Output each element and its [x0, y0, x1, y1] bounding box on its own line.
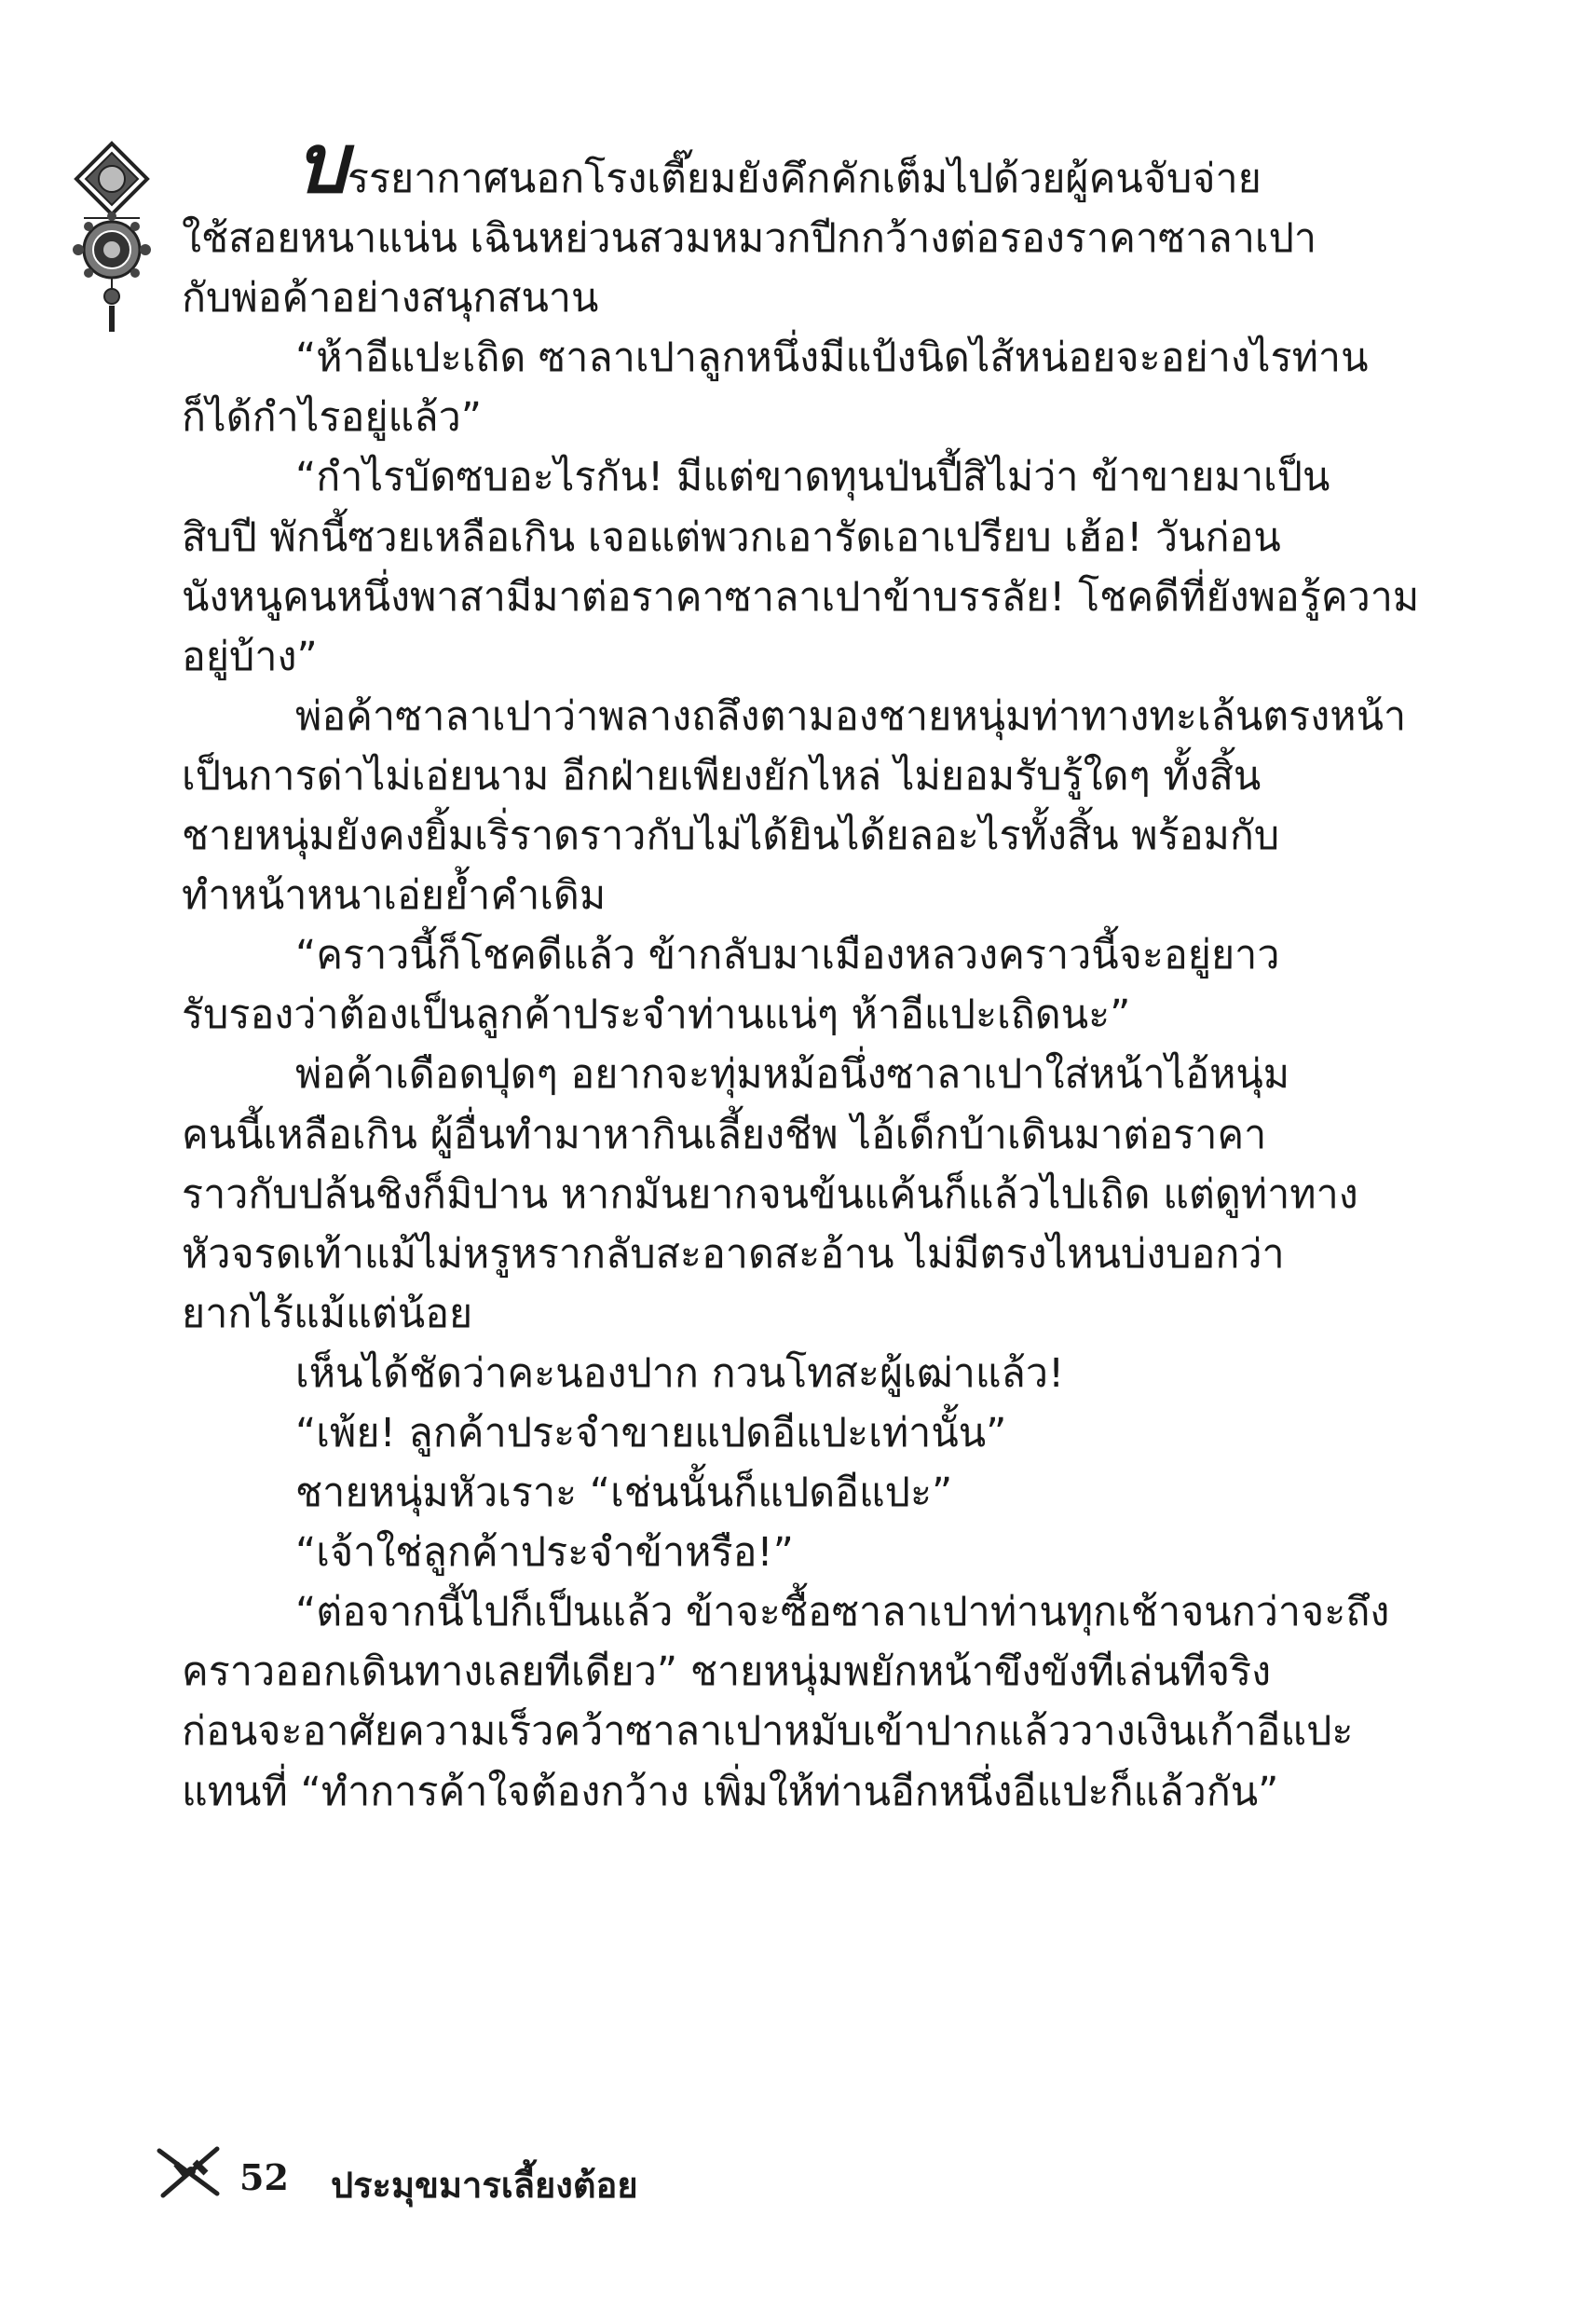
paragraph-line: ใช้สอยหนาแน่น เฉินหย่วนสวมหมวกปีกกว้างต่อรองราคาซาลาเปา [182, 215, 1317, 263]
paragraph-line: กับพ่อค้าอย่างสนุกสนาน [182, 275, 599, 322]
paragraph-line: “คราวนี้ก็โชคดีแล้ว ข้ากลับมาเมืองหลวงคราวนี้จะอยู่ยาว [295, 932, 1280, 979]
paragraph-line: คนนี้เหลือเกิน ผู้อื่นทำมาหากินเลี้ยงชีพ ไอ้เด็กบ้าเดินมาต่อราคา [182, 1111, 1267, 1158]
paragraph-line: “กำไรบัดซบอะไรกัน! มีแต่ขาดทุนป่นปี้สิไม่ว่า ข้าขายมาเป็น [295, 454, 1330, 501]
paragraph-line: พ่อค้าเดือดปุดๆ อยากจะทุ่มหม้อนึ่งซาลาเปาใส่หน้าไอ้หนุ่ม [295, 1051, 1290, 1099]
paragraph-line: ราวกับปล้นชิงก็มิปาน หากมันยากจนข้นแค้นก็แล้วไปเถิด แต่ดูท่าทาง [182, 1170, 1358, 1218]
paragraph-line: คราวออกเดินทางเลยทีเดียว” ชายหนุ่มพยักหน้าขึงขังทีเล่นทีจริง [182, 1648, 1272, 1696]
paragraph-line: เห็นได้ชัดว่าคะนองปาก กวนโทสะผู้เฒ่าแล้ว! [295, 1349, 1065, 1397]
book-title: ประมุขมารเลี้ยงต้อย [331, 2164, 638, 2206]
paragraph-line: ชายหนุ่มหัวเราะ “เช่นนั้นก็แปดอีแปะ” [295, 1470, 953, 1517]
crossed-swords-icon [154, 2140, 228, 2205]
paragraph-line: พ่อค้าซาลาเปาว่าพลางถลึงตามองชายหนุ่มท่าทางทะเล้นตรงหน้า [295, 692, 1407, 740]
page-number: 52 [239, 2156, 289, 2198]
paragraph-line: “ต่อจากนี้ไปก็เป็นแล้ว ข้าจะซื้อซาลาเปาท่านทุกเช้าจนกว่าจะถึง [295, 1589, 1390, 1636]
paragraph-line: อยู่บ้าง” [182, 633, 318, 680]
page-footer [154, 2140, 899, 2214]
paragraph-line: ก็ได้กำไรอยู่แล้ว” [182, 394, 482, 442]
paragraph-line: รับรองว่าต้องเป็นลูกค้าประจำท่านแน่ๆ ห้าอีแปะเถิดนะ” [182, 991, 1131, 1039]
paragraph-line: เป็นการด่าไม่เอ่ยนาม อีกฝ่ายเพียงยักไหล่ ไม่ยอมรับรู้ใดๆ ทั้งสิ้น [182, 752, 1262, 800]
paragraph-text: รรยากาศนอกโรงเตี๊ยมยังคึกคักเต็มไปด้วยผู้คนจับจ่าย [347, 156, 1262, 202]
paragraph-line: ยากไร้แม้แต่น้อย [182, 1290, 473, 1337]
paragraph-line: นังหนูคนหนึ่งพาสามีมาต่อราคาซาลาเปาข้าบรรลัย! โชคดีที่ยังพอรู้ความ [182, 573, 1420, 621]
paragraph-line: ก่อนจะอาศัยความเร็วคว้าซาลาเปาหมับเข้าปากแล้ววางเงินเก้าอีแปะ [182, 1708, 1354, 1756]
paragraph-line: ทำหน้าหนาเอ่ยย้ำคำเดิม [182, 872, 607, 920]
paragraph-line: แทนที่ “ทำการค้าใจต้องกว้าง เพิ่มให้ท่านอีกหนึ่งอีแปะก็แล้วกัน” [182, 1768, 1279, 1815]
paragraph-line: ชายหนุ่มยังคงยิ้มเริ่ราดราวกับไม่ได้ยินได้ยลอะไรทั้งสิ้น พร้อมกับ [182, 813, 1280, 860]
drop-cap: บ [295, 115, 348, 212]
paragraph-line: “เจ้าใช่ลูกค้าประจำข้าหรือ!” [295, 1529, 794, 1577]
body-text [182, 115, 1420, 1822]
paragraph-line: “ห้าอีแปะเถิด ซาลาเปาลูกหนึ่งมีแป้งนิดไส้หน่อยจะอย่างไรท่าน [295, 335, 1369, 382]
paragraph-line: หัวจรดเท้าแม้ไม่หรูหรากลับสะอาดสะอ้าน ไม่มีตรงไหนบ่งบอกว่า [182, 1230, 1285, 1278]
paragraph-line: สิบปี พักนี้ซวยเหลือเกิน เจอแต่พวกเอารัดเอาเปรียบ เฮ้อ! วันก่อน [182, 513, 1281, 561]
paragraph-line [182, 115, 1323, 212]
paragraph-line: “เพ้ย! ลูกค้าประจำขายแปดอีแปะเท่านั้น” [295, 1409, 1007, 1456]
publisher-ornament-icon [63, 140, 160, 335]
